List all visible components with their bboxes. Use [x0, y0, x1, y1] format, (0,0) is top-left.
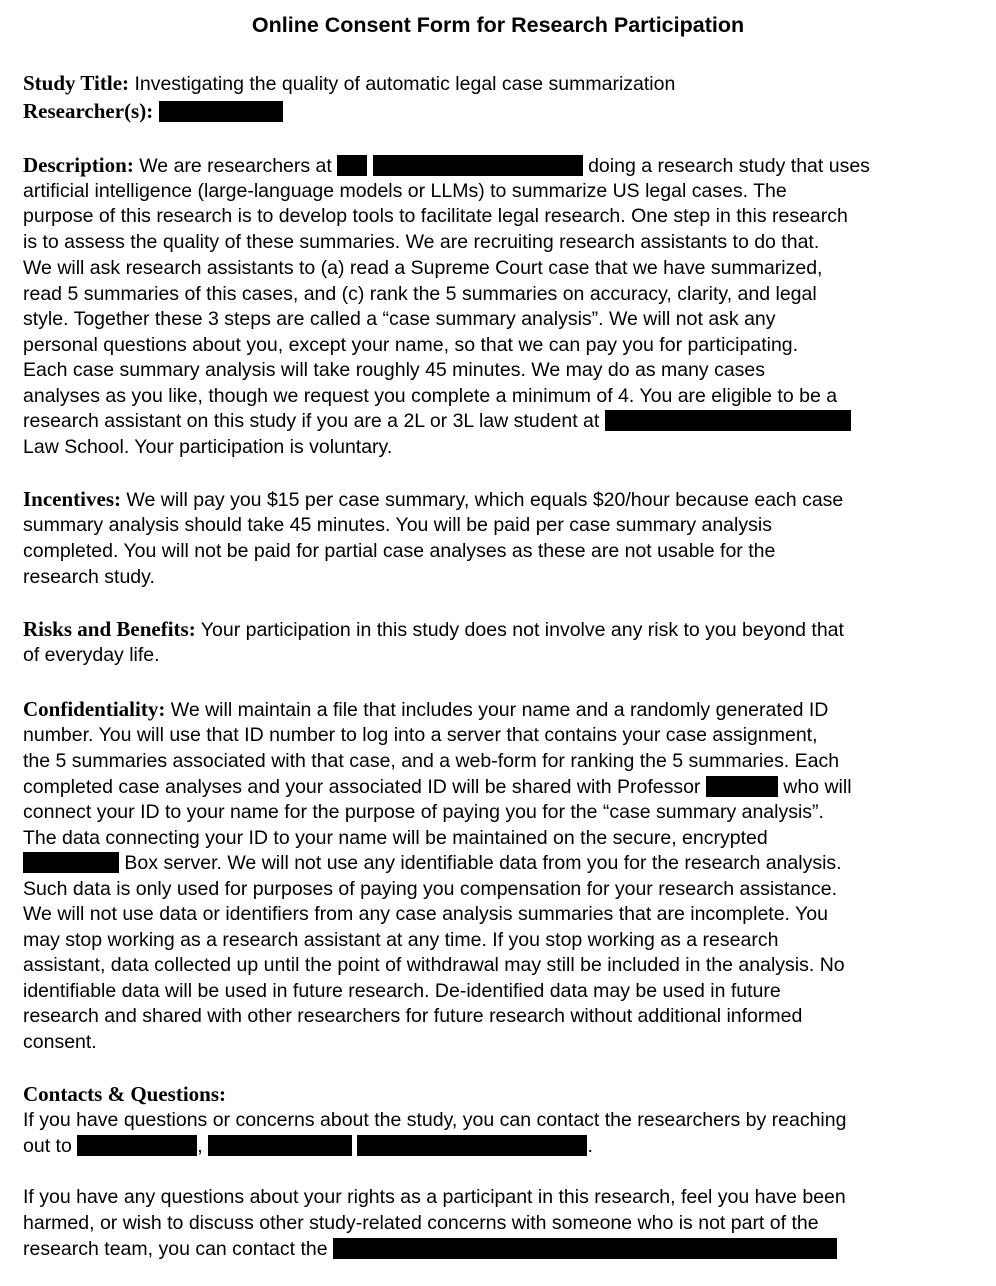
description-text: We are researchers at	[139, 155, 332, 177]
description-line	[23, 152, 870, 179]
redaction-box	[208, 1135, 352, 1156]
confidentiality-line	[23, 774, 852, 800]
confidentiality-label: Confidentiality:	[23, 697, 166, 721]
redaction-box	[77, 1135, 197, 1156]
confidentiality-line: research and shared with other researchers for future research without additional informed	[23, 1005, 803, 1027]
rights-line: harmed, or wish to discuss other study-related concerns with someone who is not part of the	[23, 1212, 819, 1234]
risks-label: Risks and Benefits:	[23, 617, 196, 641]
redaction-box	[357, 1135, 587, 1156]
confidentiality-line: We will not use data or identifiers from any case analysis summaries that are incomplete. You	[23, 903, 828, 925]
description-text: research assistant on this study if you are a 2L or 3L law student at	[23, 410, 600, 432]
incentives-line: summary analysis should take 45 minutes. You will be paid per case summary analysis	[23, 514, 772, 536]
redaction-box	[333, 1238, 837, 1259]
risks-line: of everyday life.	[23, 644, 160, 666]
description-line: Law School. Your participation is voluntary.	[23, 436, 393, 458]
researchers-line	[23, 98, 283, 125]
researchers-label: Researcher(s):	[23, 99, 154, 123]
contacts-label: Contacts & Questions:	[23, 1082, 226, 1106]
study-title-line	[23, 70, 675, 97]
description-line: personal questions about you, except your name, so that we can pay you for participating.	[23, 334, 799, 356]
confidentiality-text: Box server. We will not use any identifiable data from you for the research analysis.	[124, 852, 842, 874]
description-line: style. Together these 3 steps are called a “case summary analysis”. We will not ask any	[23, 308, 776, 330]
rights-line	[23, 1236, 837, 1262]
confidentiality-line: connect your ID to your name for the purpose of paying you for the “case summary analysis”.	[23, 801, 824, 823]
description-line	[23, 408, 851, 434]
confidentiality-text: completed case analyses and your associated ID will be shared with Professor	[23, 776, 701, 798]
confidentiality-line: the 5 summaries associated with that case, and a web-form for ranking the 5 summaries. Each	[23, 750, 840, 772]
rights-text: research team, you can contact the	[23, 1238, 328, 1260]
redaction-box	[337, 155, 367, 176]
incentives-text: We will pay you $15 per case summary, which equals $20/hour because each case	[126, 489, 844, 511]
description-line: purpose of this research is to develop tools to facilitate legal research. One step in this research	[23, 205, 848, 227]
confidentiality-line: may stop working as a research assistant at any time. If you stop working as a research	[23, 929, 779, 951]
incentives-line: research study.	[23, 566, 155, 588]
study-title-label: Study Title:	[23, 71, 130, 95]
confidentiality-line: Such data is only used for purposes of paying you compensation for your research assistance.	[23, 878, 838, 900]
risks-text: Your participation in this study does not involve any risk to you beyond that	[200, 619, 844, 641]
confidentiality-line	[23, 696, 828, 723]
contacts-period: .	[587, 1135, 593, 1157]
contacts-text: out to	[23, 1135, 72, 1157]
description-line: Each case summary analysis will take roughly 45 minutes. We may do as many cases	[23, 359, 766, 381]
description-line: read 5 summaries of this cases, and (c) rank the 5 summaries on accuracy, clarity, and legal	[23, 283, 817, 305]
document-title: Online Consent Form for Research Participation	[251, 13, 745, 37]
description-line: We will ask research assistants to (a) read a Supreme Court case that we have summarized,	[23, 257, 823, 279]
incentives-line: completed. You will not be paid for partial case analyses as these are not usable for the	[23, 540, 776, 562]
confidentiality-line: assistant, data collected up until the point of withdrawal may still be included in the analysis. No	[23, 954, 845, 976]
confidentiality-line: The data connecting your ID to your name will be maintained on the secure, encrypted	[23, 827, 768, 849]
description-line: artificial intelligence (large-language models or LLMs) to summarize US legal cases. The	[23, 180, 787, 202]
redaction-box	[23, 852, 119, 873]
incentives-line	[23, 486, 843, 513]
description-line: is to assess the quality of these summaries. We are recruiting research assistants to do that.	[23, 231, 820, 253]
redaction-box	[706, 776, 778, 797]
redaction-box	[159, 101, 283, 122]
description-text: doing a research study that uses	[588, 155, 870, 177]
description-label: Description:	[23, 153, 134, 177]
contacts-line	[23, 1133, 593, 1159]
redaction-box	[605, 410, 851, 431]
rights-line: If you have any questions about your rights as a participant in this research, feel you have been	[23, 1186, 846, 1208]
description-line: analyses as you like, though we request you complete a minimum of 4. You are eligible to be a	[23, 385, 838, 407]
incentives-label: Incentives:	[23, 487, 121, 511]
confidentiality-line: number. You will use that ID number to log into a server that contains your case assignment,	[23, 724, 818, 746]
contacts-heading-line	[23, 1081, 226, 1108]
risks-line	[23, 616, 844, 643]
confidentiality-line: identifiable data will be used in future research. De-identified data may be used in future	[23, 980, 781, 1002]
confidentiality-text: We will maintain a file that includes your name and a randomly generated ID	[170, 699, 829, 721]
confidentiality-line: consent.	[23, 1031, 97, 1053]
confidentiality-text: who will	[783, 776, 852, 798]
contacts-line: If you have questions or concerns about the study, you can contact the researchers by reaching	[23, 1109, 847, 1131]
confidentiality-line	[23, 850, 842, 876]
redaction-box	[373, 155, 583, 176]
study-title-value: Investigating the quality of automatic legal case summarization	[134, 73, 676, 95]
contacts-comma: ,	[197, 1135, 203, 1157]
